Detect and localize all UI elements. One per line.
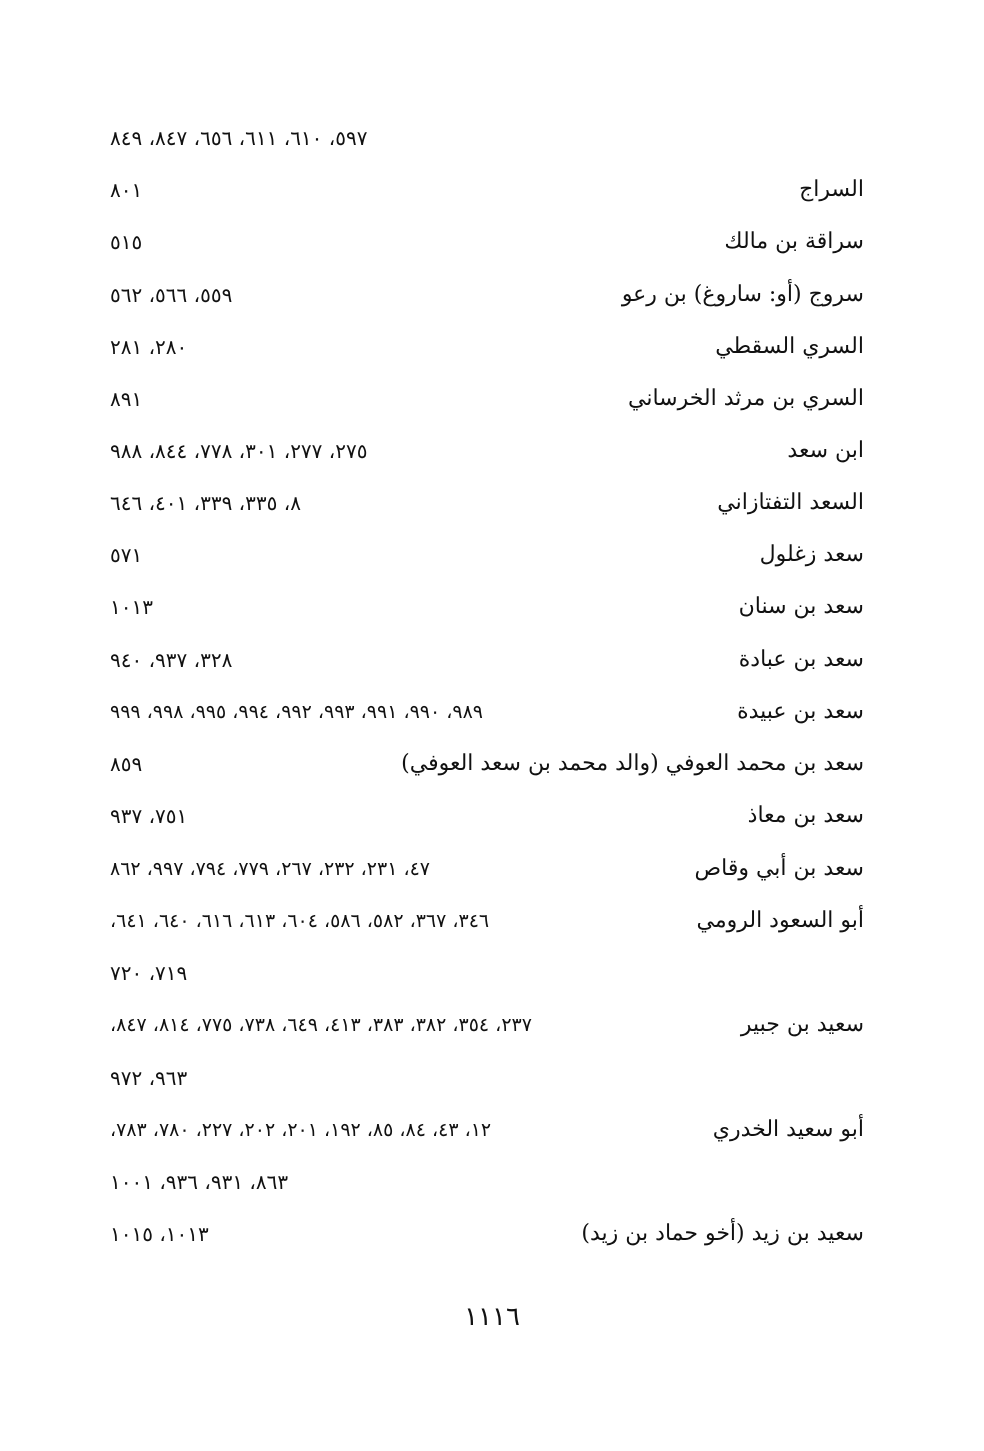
entry-page-refs: ٥٧١ — [110, 543, 143, 567]
entry-name: السعد التفتازاني — [717, 490, 864, 515]
entry-page-refs: ٢٨٠، ٢٨١ — [110, 335, 188, 359]
entry-name: السري السقطي — [715, 334, 864, 359]
entry-page-refs: ٨٦٣، ٩٣١، ٩٣٦، ١٠٠١ — [110, 1170, 289, 1194]
entry-page-refs: ٣٢٨، ٩٣٧، ٩٤٠ — [110, 648, 233, 672]
index-entry — [110, 1110, 864, 1150]
index-entry — [110, 1005, 864, 1045]
index-entry — [110, 692, 864, 732]
entry-page-refs: ٣٤٦، ٣٦٧، ٥٨٢، ٥٨٦، ٦٠٤، ٦١٣، ٦١٦، ٦٤٠، ٦٤١، — [110, 910, 490, 932]
entry-name: أبو سعيد الخدري — [712, 1117, 864, 1142]
entry-name: سعد بن عبادة — [738, 647, 864, 672]
entry-page-refs: ٧٥١، ٩٣٧ — [110, 804, 188, 828]
index-entry — [110, 744, 864, 784]
entry-page-refs: ٢٧٥، ٢٧٧، ٣٠١، ٧٧٨، ٨٤٤، ٩٨٨ — [110, 439, 368, 463]
entry-page-refs: ٩٨٩، ٩٩٠، ٩٩١، ٩٩٣، ٩٩٢، ٩٩٤، ٩٩٥، ٩٩٨، ٩٩٩ — [110, 701, 483, 723]
entry-name: سعيد بن زيد (أخو حماد بن زيد) — [581, 1221, 864, 1246]
entry-page-refs: ٢٣٧، ٣٥٤، ٣٨٢، ٣٨٣، ٤١٣، ٦٤٩، ٧٣٨، ٧٧٥، ٨١٤، ٨٤٧، — [110, 1014, 532, 1036]
index-entry-continuation — [110, 1162, 864, 1202]
entry-page-refs: ١٢، ٤٣، ٨٤، ٨٥، ١٩٢، ٢٠١، ٢٠٢، ٢٢٧، ٧٨٠، ٧٨٣، — [110, 1119, 492, 1141]
index-entry-continuation — [110, 118, 864, 158]
entry-page-refs: ٨٥٩ — [110, 752, 143, 776]
entry-name: السراج — [799, 177, 864, 202]
page-number: ١١١٦ — [464, 1302, 520, 1332]
entry-name: سعد بن عبيدة — [737, 699, 864, 724]
entry-page-refs: ٥٩٧، ٦١٠، ٦١١، ٦٥٦، ٨٤٧، ٨٤٩ — [110, 126, 368, 150]
index-entry — [110, 849, 864, 889]
index-entry — [110, 640, 864, 680]
entry-page-refs: ٨٠١ — [110, 178, 143, 202]
entry-page-refs: ٨، ٣٣٥، ٣٣٩، ٤٠١، ٦٤٦ — [110, 491, 301, 515]
entry-name: أبو السعود الرومي — [696, 908, 864, 933]
index-entry — [110, 275, 864, 315]
entry-page-refs: ١٠١٣، ١٠١٥ — [110, 1222, 209, 1246]
index-entry — [110, 222, 864, 262]
entry-page-refs: ٥٥٩، ٥٦٦، ٥٦٢ — [110, 283, 233, 307]
entry-name: سعد بن سنان — [738, 594, 864, 619]
index-entry — [110, 796, 864, 836]
index-entry — [110, 170, 864, 210]
entry-name: سعيد بن جبير — [740, 1012, 864, 1037]
entry-name: السري بن مرثد الخرساني — [628, 386, 864, 411]
entry-name: سعد بن محمد العوفي (والد محمد بن سعد العوفي) — [401, 751, 864, 776]
entry-name: سعد بن أبي وقاص — [694, 856, 864, 881]
entry-name: سعد زغلول — [759, 542, 864, 567]
index-entry-continuation — [110, 953, 864, 993]
entry-page-refs: ٧١٩، ٧٢٠ — [110, 961, 188, 985]
index-entry — [110, 587, 864, 627]
index-entry — [110, 1214, 864, 1254]
entry-page-refs: ٩٦٣، ٩٧٢ — [110, 1066, 188, 1090]
entry-page-refs: ٥١٥ — [110, 230, 143, 254]
entry-name: سروج (أو: ساروغ) بن رعو — [621, 282, 864, 307]
entry-name: ابن سعد — [787, 438, 864, 463]
index-entry-continuation — [110, 1058, 864, 1098]
entry-page-refs: ٤٧، ٢٣١، ٢٣٢، ٢٦٧، ٧٧٩، ٧٩٤، ٩٩٧، ٨٦٢ — [110, 858, 430, 880]
index-entry — [110, 483, 864, 523]
index-entry — [110, 535, 864, 575]
entry-page-refs: ١٠١٣ — [110, 595, 153, 619]
index-entry — [110, 431, 864, 471]
index-entry — [110, 327, 864, 367]
entry-name: سراقة بن مالك — [724, 229, 864, 254]
entry-page-refs: ٨٩١ — [110, 387, 143, 411]
index-entry — [110, 901, 864, 941]
index-entry — [110, 379, 864, 419]
entry-name: سعد بن معاذ — [747, 803, 864, 828]
